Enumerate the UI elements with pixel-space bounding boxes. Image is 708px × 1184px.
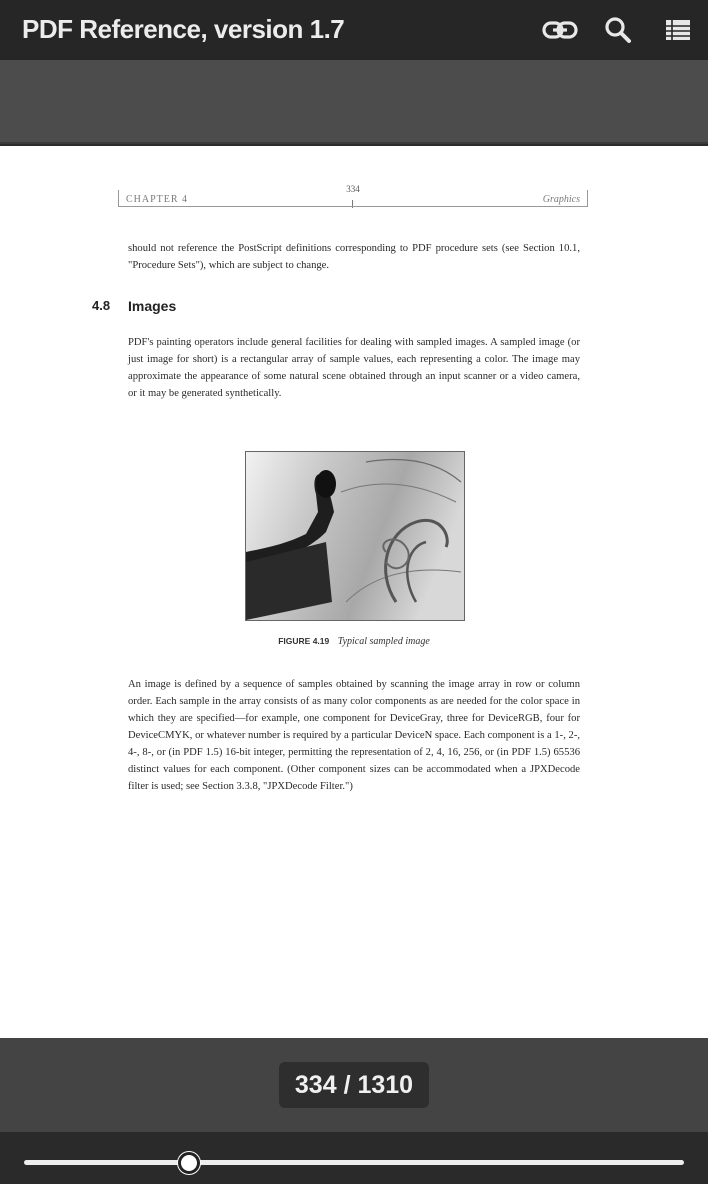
toolbar-strip bbox=[0, 60, 708, 144]
running-head-section: Graphics bbox=[542, 194, 580, 205]
table-of-contents-icon[interactable] bbox=[658, 12, 698, 48]
section-number: 4.8 bbox=[92, 298, 111, 313]
figure-caption-text: Typical sampled image bbox=[337, 636, 430, 647]
running-head-bracket-right bbox=[583, 190, 588, 206]
document-title: PDF Reference, version 1.7 bbox=[22, 14, 345, 44]
body-paragraph: An image is defined by a sequence of samples obtained by scanning the image array in row or column order. Each sample in the array consists of as many color components as are needed for the color space in which they are specified—for example, one component for DeviceGray, three for DeviceRGB, four for DeviceCMYK, or whatever number is required by a particular DeviceN space. Each component is a 1-, 2-, 4-, 8-, or (in PDF 1.5) 16-bit integer, permitting the representation of 2, 4, 16, 256, or (in PDF 1.5) 65536 distinct values for each component. (Other component sizes can be accommodated when a JPXDecode filter is used; see Section 3.3.8, "JPXDecode Filter.") bbox=[128, 679, 580, 792]
search-icon[interactable] bbox=[598, 12, 638, 48]
pdf-page[interactable] bbox=[0, 146, 708, 1038]
figure-caption bbox=[128, 636, 580, 647]
page-slider-area bbox=[0, 1132, 708, 1184]
intro-paragraph: should not reference the PostScript definitions corresponding to PDF procedure sets (see Section 10.1, "Procedure Sets"), which are subject to change. bbox=[128, 243, 580, 271]
running-head-chapter: CHAPTER 4 bbox=[126, 194, 189, 205]
running-head-rule bbox=[118, 206, 588, 207]
bottom-navigation-bar bbox=[0, 1038, 708, 1184]
page-indicator: 334 / 1310 bbox=[279, 1062, 429, 1108]
figure-photo bbox=[246, 452, 464, 620]
page-slider-track[interactable] bbox=[24, 1160, 684, 1165]
figure-label: FIGURE 4.19 bbox=[278, 636, 330, 646]
running-head bbox=[118, 184, 588, 210]
app-bar bbox=[0, 0, 708, 60]
running-head-page-number: 334 bbox=[346, 184, 360, 194]
page-slider-thumb[interactable] bbox=[178, 1152, 200, 1174]
section-paragraph: PDF's painting operators include general facilities for dealing with sampled images. A sampled image (or just image for short) is a rectangular array of sample values, each representing a color. The image may approximate the appearance of some natural scene obtained through an input scanner or a video camera, or it may be generated synthetically. bbox=[128, 337, 580, 399]
section-title: Images bbox=[128, 298, 177, 314]
link-icon[interactable] bbox=[540, 12, 580, 48]
sampled-image-figure bbox=[245, 451, 465, 621]
